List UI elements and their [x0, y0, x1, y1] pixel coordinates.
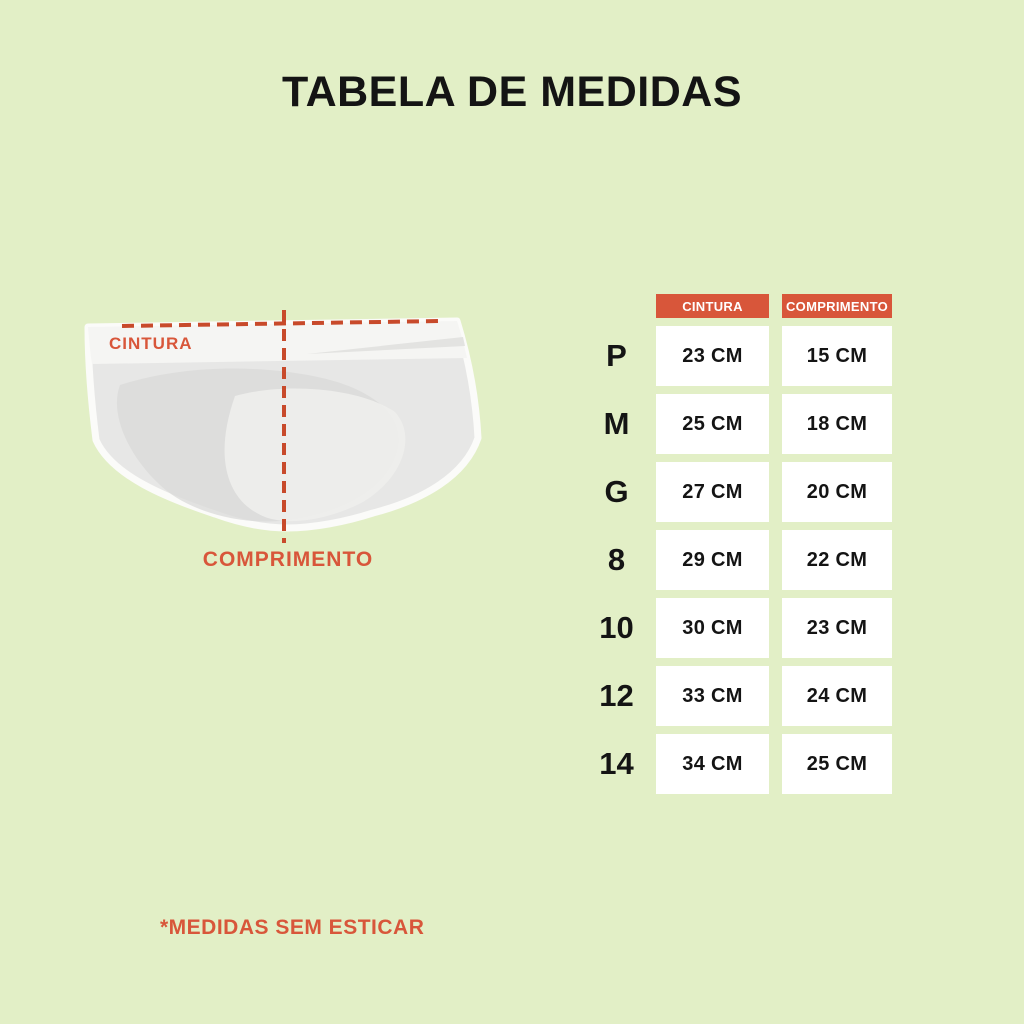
cell-comprimento-12: 24 CM [782, 666, 892, 726]
cell-comprimento-10: 23 CM [782, 598, 892, 658]
footnote: *MEDIDAS SEM ESTICAR [160, 916, 425, 939]
cell-cintura-P: 23 CM [656, 326, 769, 386]
underwear-diagram [75, 300, 485, 590]
cell-cintura-8: 29 CM [656, 530, 769, 590]
cell-comprimento-G: 20 CM [782, 462, 892, 522]
row-size-label-14: 14 [599, 746, 634, 781]
row-size-label-M: M [603, 406, 630, 441]
column-header-cintura: CINTURA [656, 294, 769, 318]
size-table [590, 294, 892, 794]
cell-cintura-10: 30 CM [656, 598, 769, 658]
waist-label: CINTURA [109, 334, 193, 353]
row-size-label-P: P [606, 338, 627, 373]
row-size-label-12: 12 [599, 678, 634, 713]
length-label: COMPRIMENTO [202, 548, 374, 571]
cell-cintura-M: 25 CM [656, 394, 769, 454]
cell-cintura-14: 34 CM [656, 734, 769, 794]
cell-cintura-12: 33 CM [656, 666, 769, 726]
table-corner-spacer [590, 294, 643, 318]
cell-comprimento-8: 22 CM [782, 530, 892, 590]
row-size-label-8: 8 [607, 542, 626, 577]
page-title: TABELA DE MEDIDAS [282, 68, 742, 116]
column-header-comprimento: COMPRIMENTO [782, 294, 892, 318]
cell-comprimento-P: 15 CM [782, 326, 892, 386]
cell-comprimento-M: 18 CM [782, 394, 892, 454]
cell-comprimento-14: 25 CM [782, 734, 892, 794]
row-size-label-10: 10 [599, 610, 634, 645]
cell-cintura-G: 27 CM [656, 462, 769, 522]
row-size-label-G: G [604, 474, 629, 509]
